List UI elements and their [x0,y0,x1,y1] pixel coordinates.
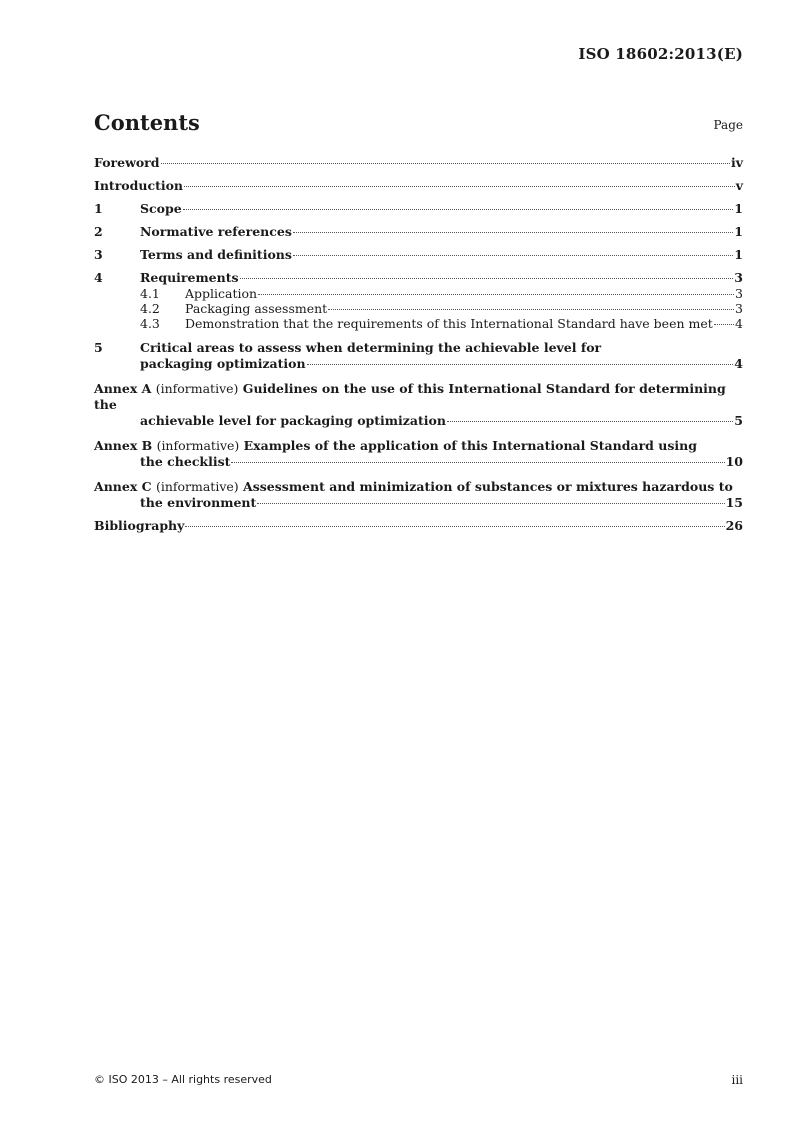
toc-entry-text: Application [185,286,258,301]
toc-entry-text: Foreword [94,155,160,170]
toc-page-number: iv [730,155,743,170]
toc-entry-introduction[interactable] [94,178,743,194]
toc-page-number: 5 [734,413,743,428]
toc-section-number: 4 [94,270,103,285]
page-column-label: Page [713,118,743,132]
dot-leader [240,278,734,279]
toc-page-number: 4 [734,356,743,371]
dot-leader [293,255,733,256]
toc-entry-application[interactable] [94,287,743,301]
dot-leader [293,232,733,233]
annex-label: Annex A [94,381,152,396]
toc-entry-annex-c[interactable] [94,479,743,511]
dot-leader [447,421,733,422]
toc-page-number: 4 [735,316,743,331]
annex-type: (informative) [156,438,240,453]
toc-entry-text-line2: the environment [140,495,257,510]
toc-entry-text: Requirements [140,270,239,285]
dot-leader [161,163,730,164]
toc-entry-text: Packaging assessment [185,301,328,316]
toc-page-number: 1 [734,224,743,239]
dot-leader [328,309,734,310]
toc-section-number: 4.3 [140,316,160,331]
toc-page-number: 1 [734,247,743,262]
toc-section-number: 3 [94,247,103,262]
toc-section-number: 4.2 [140,301,160,316]
dot-leader [257,503,724,504]
dot-leader [307,364,734,365]
toc-entry-foreword[interactable] [94,155,743,171]
dot-leader [714,324,734,325]
toc-entry-critical-areas[interactable] [94,340,743,372]
toc-entry-demonstration[interactable] [94,317,743,331]
toc-entry-text-line1: Critical areas to assess when determining the achievable level for [140,340,602,355]
toc-entry-annex-a[interactable] [94,381,743,429]
toc-entry-text-line2: packaging optimization [140,356,306,371]
toc-entry-text-line1: Guidelines on the use of this International Standard for determining the [94,381,726,412]
toc-entry-text: Demonstration that the requirements of this International Standard have been met [185,316,713,331]
toc-entry-packaging-assessment[interactable] [94,302,743,316]
page-number: iii [731,1073,743,1087]
toc-entry-text: Terms and definitions [140,247,292,262]
toc-section-number: 1 [94,201,103,216]
toc-entry-text-line2: the checklist [140,454,231,469]
toc-entry-text-line1: Examples of the application of this International Standard using [243,438,697,453]
toc-section-number: 4.1 [140,286,160,301]
toc-entry-text: Bibliography [94,518,185,533]
toc-entry-bibliography[interactable] [94,518,743,534]
copyright-notice: © ISO 2013 – All rights reserved [94,1073,272,1086]
annex-type: (informative) [155,381,239,396]
toc-entry-scope[interactable] [94,201,743,217]
toc-entry-text: Introduction [94,178,184,193]
toc-entry-annex-b[interactable] [94,438,743,470]
toc-entry-text-line1: Assessment and minimization of substances or mixtures hazardous to [243,479,733,494]
toc-page-number: 15 [725,495,743,510]
toc-entry-text: Scope [140,201,182,216]
annex-type: (informative) [155,479,239,494]
toc-page-number: 26 [725,518,743,533]
toc-entry-terms-and-definitions[interactable] [94,247,743,263]
toc-entry-normative-references[interactable] [94,224,743,240]
dot-leader [231,462,724,463]
dot-leader [184,186,735,187]
toc-page-number: 3 [734,270,743,285]
toc-page-number: 3 [735,286,743,301]
dot-leader [185,526,724,527]
toc-entry-text: Normative references [140,224,292,239]
toc-entry-requirements[interactable] [94,270,743,286]
document-id: ISO 18602:2013(E) [578,45,743,63]
toc-page-number: 1 [734,201,743,216]
toc-page-number: 10 [725,454,743,469]
contents-title: Contents [94,110,200,135]
annex-label: Annex C [94,479,152,494]
toc-section-number: 2 [94,224,103,239]
table-of-contents [94,155,743,534]
annex-label: Annex B [94,438,153,453]
dot-leader [183,209,734,210]
toc-page-number: 3 [735,301,743,316]
toc-section-number: 5 [94,340,103,355]
toc-page-number: v [735,178,743,193]
toc-entry-text-line2: achievable level for packaging optimization [140,413,446,428]
dot-leader [258,294,734,295]
